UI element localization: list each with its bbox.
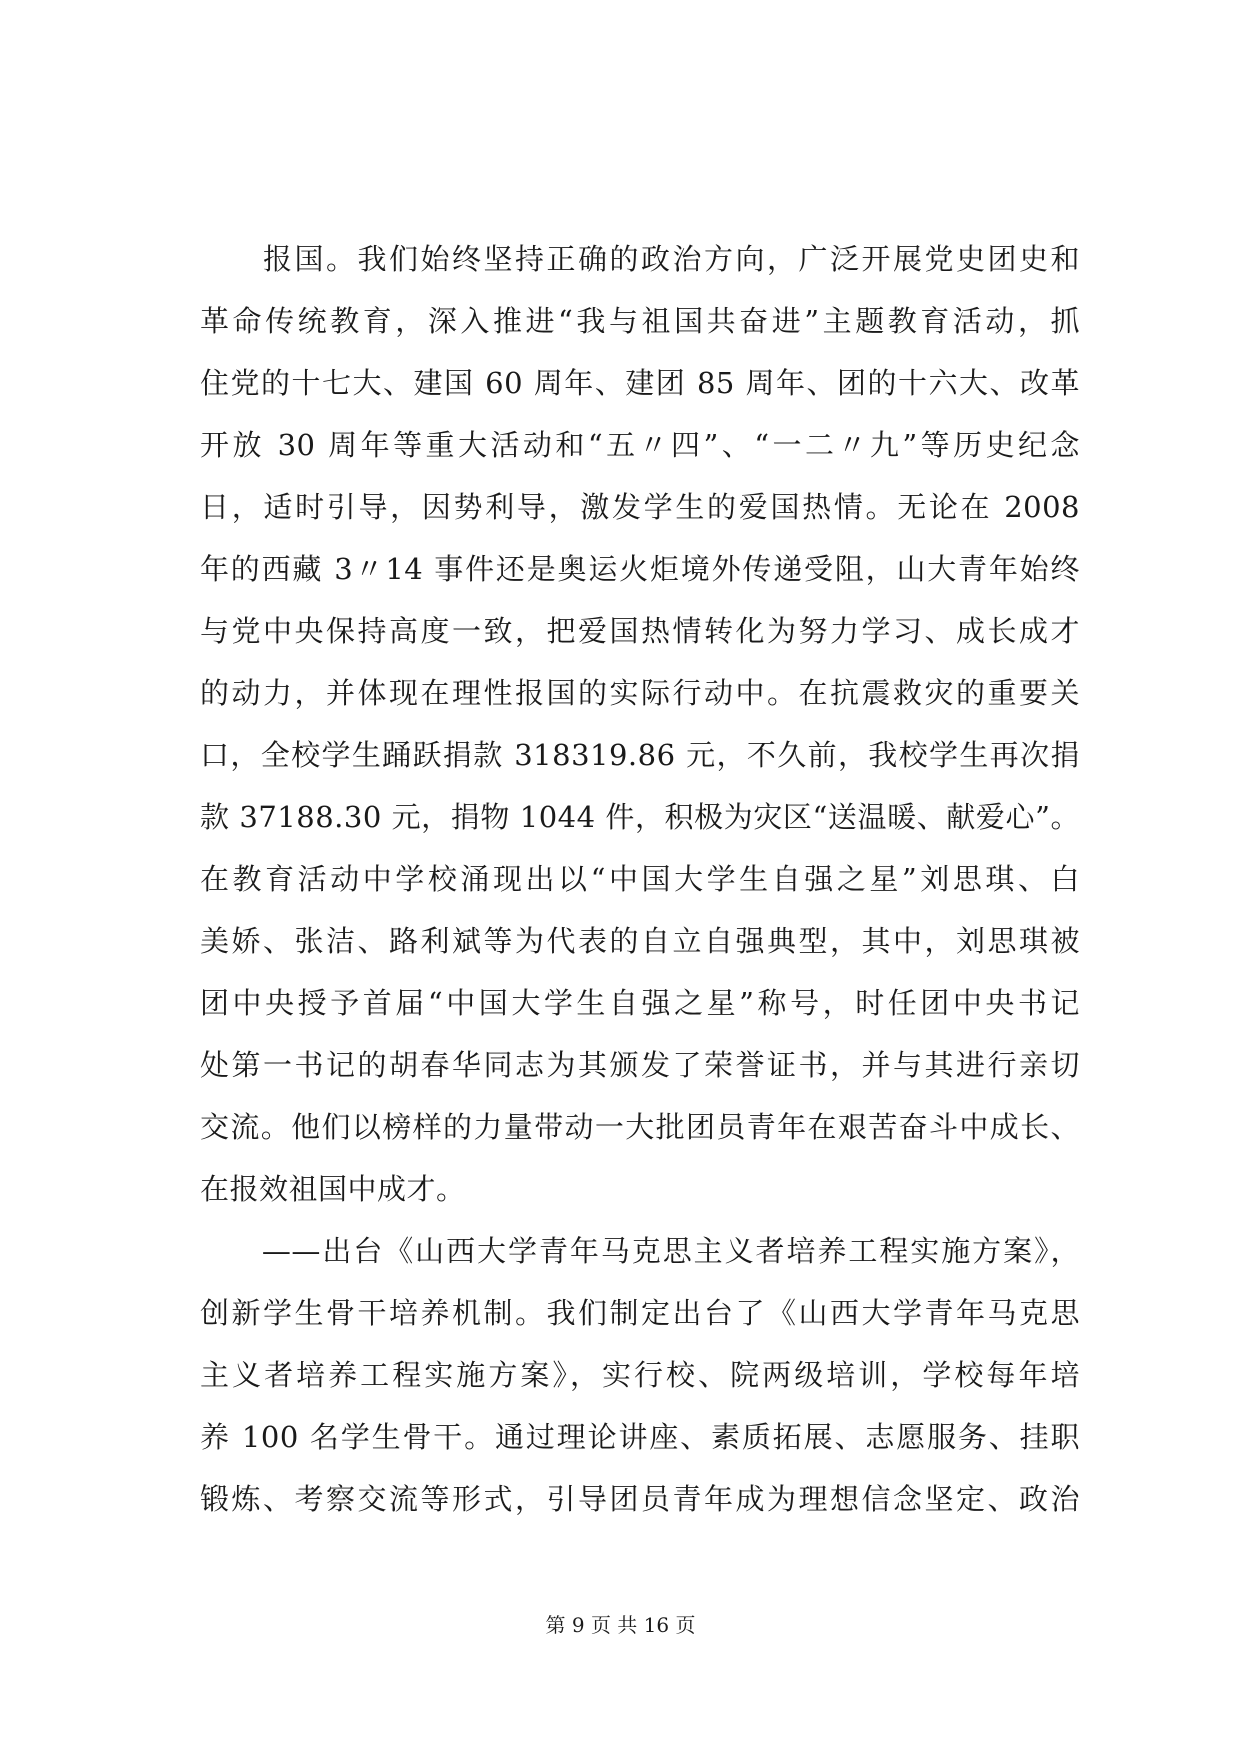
text-line: 在教育活动中学校涌现出以“中国大学生自强之星”刘思琪、白 — [200, 862, 1080, 896]
text-line: 美娇、张洁、路利斌等为代表的自立自强典型，其中，刘思琪被 — [200, 924, 1080, 958]
page-number: 第 9 页 共 16 页 — [545, 1613, 696, 1637]
text-line: 锻炼、考察交流等形式，引导团员青年成为理想信念坚定、政治 — [200, 1482, 1080, 1516]
text-line: 主义者培养工程实施方案》，实行校、院两级培训，学校每年培 — [200, 1358, 1080, 1392]
text-line: 口，全校学生踊跃捐款 318319.86 元，不久前，我校学生再次捐 — [200, 738, 1080, 772]
text-line: 处第一书记的胡春华同志为其颁发了荣誉证书，并与其进行亲切 — [200, 1048, 1080, 1082]
text-line: 交流。他们以榜样的力量带动一大批团员青年在艰苦奋斗中成长、 — [200, 1110, 1080, 1144]
text-line: 的动力，并体现在理性报国的实际行动中。在抗震救灾的重要关 — [200, 676, 1080, 710]
text-line: 在报效祖国中成才。 — [200, 1172, 466, 1206]
text-line: ——出台《山西大学青年马克思主义者培养工程实施方案》， — [200, 1234, 1080, 1268]
text-line: 革命传统教育，深入推进“我与祖国共奋进”主题教育活动，抓 — [200, 304, 1080, 338]
text-line: 团中央授予首届“中国大学生自强之星”称号，时任团中央书记 — [200, 986, 1080, 1020]
text-line: 养 100 名学生骨干。通过理论讲座、素质拓展、志愿服务、挂职 — [200, 1420, 1080, 1454]
text-line: 款 37188.30 元，捐物 1044 件，积极为灾区“送温暖、献爱心”。 — [200, 800, 1080, 834]
text-line: 开放 30 周年等重大活动和“五〃四”、“一二〃九”等历史纪念 — [200, 428, 1080, 462]
text-line: 创新学生骨干培养机制。我们制定出台了《山西大学青年马克思 — [200, 1296, 1080, 1330]
text-line: 年的西藏 3〃14 事件还是奥运火炬境外传递受阻，山大青年始终 — [200, 552, 1080, 586]
text-line: 与党中央保持高度一致，把爱国热情转化为努力学习、成长成才 — [200, 614, 1080, 648]
text-line: 日，适时引导，因势利导，激发学生的爱国热情。无论在 2008 — [200, 490, 1080, 524]
body-text — [200, 228, 1080, 1530]
text-line: 住党的十七大、建国 60 周年、建团 85 周年、团的十六大、改革 — [200, 366, 1080, 400]
text-line: 报国。我们始终坚持正确的政治方向，广泛开展党史团史和 — [200, 242, 1080, 276]
